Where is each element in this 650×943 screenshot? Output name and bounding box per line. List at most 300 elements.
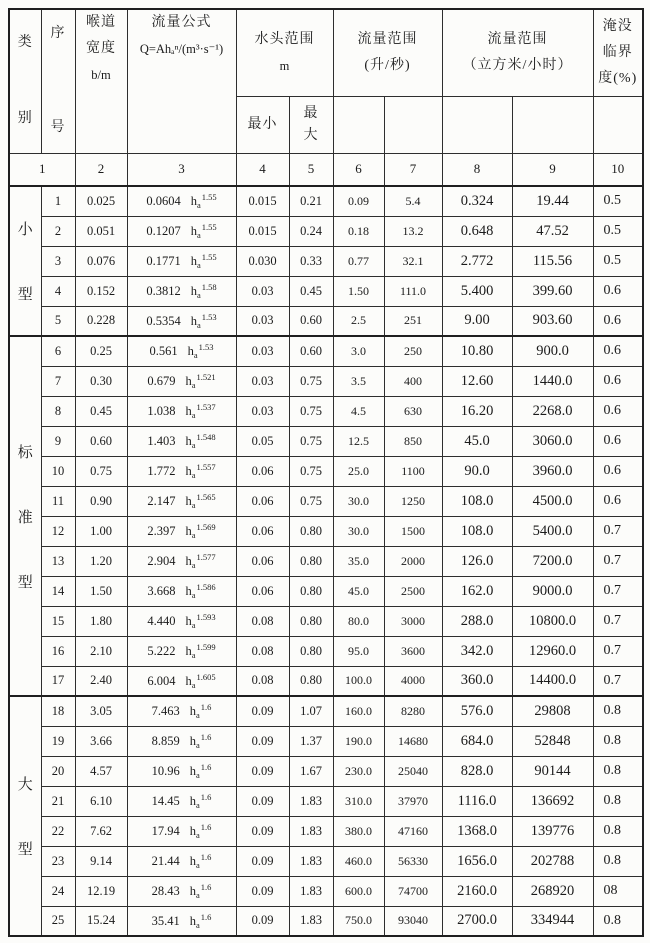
table-row [9,456,643,486]
header-formula-title: 流量公式 [151,15,212,30]
cell-formula: 21.44 $h_a^{1.6}$ [127,846,236,876]
table-row [9,666,643,696]
cell-head-min: 0.06 [236,546,289,576]
cell-serial: 16 [41,636,75,666]
cell-flow-m3h-max: 115.56 [512,246,593,276]
cell-flow-ls-min: 460.0 [333,846,384,876]
cell-flow-ls-min: 310.0 [333,786,384,816]
table-row [9,246,643,276]
cell-serial: 12 [41,516,75,546]
cell-submergence: 0.7 [593,606,643,636]
cell-submergence: 0.6 [593,336,643,366]
cell-head-min: 0.06 [236,486,289,516]
cell-flow-ls-max: 56330 [384,846,442,876]
cell-flow-ls-min: 2.5 [333,306,384,336]
cell-serial: 7 [41,366,75,396]
header-head-range [236,9,333,96]
cell-head-min: 0.09 [236,846,289,876]
cell-serial: 1 [41,186,75,216]
cell-flow-m3h-min: 126.0 [442,546,512,576]
cell-head-min: 0.03 [236,396,289,426]
cell-flow-m3h-min: 684.0 [442,726,512,756]
cell-flow-ls-min: 3.0 [333,336,384,366]
cell-head-min: 0.05 [236,426,289,456]
cell-head-max: 0.80 [289,636,333,666]
cell-flow-ls-max: 111.0 [384,276,442,306]
table-row [9,606,643,636]
cell-flow-m3h-min: 0.648 [442,216,512,246]
category-char: 型 [17,574,33,591]
cell-head-min: 0.09 [236,876,289,906]
cell-flow-ls-min: 0.09 [333,186,384,216]
cell-submergence: 0.8 [593,846,643,876]
cell-submergence: 0.6 [593,456,643,486]
cell-flow-m3h-min: 5.400 [442,276,512,306]
cell-flow-ls-min: 600.0 [333,876,384,906]
cell-flow-m3h-max: 14400.0 [512,666,593,696]
cell-head-max: 0.80 [289,516,333,546]
cell-formula: 0.3812 $h_a^{1.58}$ [127,276,236,306]
cell-flow-m3h-max: 903.60 [512,306,593,336]
cell-serial: 24 [41,876,75,906]
cell-formula: 1.772 $h_a^{1.557}$ [127,456,236,486]
cell-throat-width: 0.025 [75,186,127,216]
cell-serial: 11 [41,486,75,516]
cell-flow-ls-min: 25.0 [333,456,384,486]
cell-head-max: 0.75 [289,486,333,516]
cell-head-max: 0.21 [289,186,333,216]
category-char: 标 [17,444,33,461]
cell-flow-ls-min: 0.18 [333,216,384,246]
cell-flow-m3h-min: 342.0 [442,636,512,666]
header-flow-ls-unit: (升/秒) [364,57,411,73]
cell-flow-m3h-max: 5400.0 [512,516,593,546]
cell-flow-m3h-max: 52848 [512,726,593,756]
header-formula-expression: Q=Ahₐⁿ/(m³·s⁻¹) [139,42,224,56]
table-row [9,576,643,606]
cell-serial: 20 [41,756,75,786]
cell-head-max: 0.60 [289,336,333,366]
cell-formula: 1.038 $h_a^{1.537}$ [127,396,236,426]
cell-serial: 5 [41,306,75,336]
cell-category [9,336,41,696]
cell-flow-ls-max: 93040 [384,906,442,936]
cell-head-max: 0.24 [289,216,333,246]
cell-throat-width: 0.75 [75,456,127,486]
header-flow-range-m3h [442,9,593,96]
cell-head-max: 1.37 [289,726,333,756]
cell-serial: 8 [41,396,75,426]
cell-submergence: 0.8 [593,816,643,846]
cell-serial: 18 [41,696,75,726]
cell-submergence: 0.7 [593,516,643,546]
cell-flow-ls-min: 12.5 [333,426,384,456]
column-number: 10 [593,153,643,186]
cell-head-max: 1.67 [289,756,333,786]
cell-head-min: 0.09 [236,756,289,786]
cell-head-max: 0.80 [289,666,333,696]
cell-serial: 15 [41,606,75,636]
cell-head-max: 0.75 [289,426,333,456]
cell-flow-ls-min: 0.77 [333,246,384,276]
header-flow-formula [127,9,236,153]
cell-submergence: 0.8 [593,726,643,756]
column-number: 2 [75,153,127,186]
parshall-flume-table [8,8,644,937]
cell-flow-m3h-min: 16.20 [442,396,512,426]
cell-formula: 0.1207 $h_a^{1.55}$ [127,216,236,246]
cell-flow-m3h-max: 202788 [512,846,593,876]
table-row [9,816,643,846]
cell-throat-width: 0.152 [75,276,127,306]
cell-head-min: 0.09 [236,816,289,846]
cell-head-max: 0.75 [289,456,333,486]
header-serial-char: 号 [50,120,66,136]
cell-flow-ls-max: 13.2 [384,216,442,246]
table-row [9,636,643,666]
cell-flow-m3h-min: 2160.0 [442,876,512,906]
cell-throat-width: 0.60 [75,426,127,456]
cell-submergence: 0.6 [593,306,643,336]
column-number: 6 [333,153,384,186]
cell-throat-width: 3.66 [75,726,127,756]
cell-formula: 1.403 $h_a^{1.548}$ [127,426,236,456]
table-row [9,756,643,786]
cell-formula: 7.463 $h_a^{1.6}$ [127,696,236,726]
cell-throat-width: 1.20 [75,546,127,576]
cell-throat-width: 7.62 [75,816,127,846]
cell-flow-ls-max: 251 [384,306,442,336]
header-throat-line: 喉道 [86,15,116,30]
cell-flow-m3h-min: 9.00 [442,306,512,336]
cell-submergence: 0.5 [593,246,643,276]
cell-flow-ls-max: 25040 [384,756,442,786]
cell-head-min: 0.03 [236,366,289,396]
table-row [9,276,643,306]
cell-serial: 4 [41,276,75,306]
cell-serial: 22 [41,816,75,846]
table-row [9,426,643,456]
cell-flow-m3h-min: 108.0 [442,516,512,546]
cell-submergence: 0.6 [593,396,643,426]
cell-flow-m3h-max: 268920 [512,876,593,906]
cell-head-min: 0.08 [236,636,289,666]
cell-head-min: 0.09 [236,726,289,756]
header-throat-unit: b/m [91,68,111,82]
cell-formula: 10.96 $h_a^{1.6}$ [127,756,236,786]
cell-submergence: 0.8 [593,696,643,726]
cell-flow-m3h-min: 108.0 [442,486,512,516]
column-number: 8 [442,153,512,186]
cell-flow-ls-min: 3.5 [333,366,384,396]
header-submergence-line: 度(%) [598,70,638,86]
cell-flow-ls-max: 32.1 [384,246,442,276]
column-number: 4 [236,153,289,186]
cell-serial: 9 [41,426,75,456]
category-char: 大 [17,777,33,793]
cell-throat-width: 15.24 [75,906,127,936]
cell-flow-ls-max: 1500 [384,516,442,546]
cell-head-max: 1.07 [289,696,333,726]
cell-flow-ls-min: 190.0 [333,726,384,756]
table-row [9,516,643,546]
cell-flow-ls-max: 4000 [384,666,442,696]
cell-category [9,696,41,936]
cell-head-max: 0.33 [289,246,333,276]
cell-submergence: 0.7 [593,546,643,576]
cell-head-min: 0.030 [236,246,289,276]
cell-flow-m3h-min: 828.0 [442,756,512,786]
header-head-range-title: 水头范围 [254,31,315,47]
cell-flow-ls-max: 74700 [384,876,442,906]
cell-submergence: 0.5 [593,216,643,246]
cell-head-max: 1.83 [289,816,333,846]
column-number: 7 [384,153,442,186]
cell-head-min: 0.03 [236,276,289,306]
header-flow-range-ls [333,9,442,96]
cell-flow-ls-max: 3000 [384,606,442,636]
cell-flow-m3h-min: 288.0 [442,606,512,636]
cell-flow-ls-max: 37970 [384,786,442,816]
cell-flow-m3h-max: 19.44 [512,186,593,216]
cell-submergence: 0.8 [593,756,643,786]
column-number: 3 [127,153,236,186]
cell-submergence: 0.5 [593,186,643,216]
cell-flow-ls-max: 3600 [384,636,442,666]
cell-flow-ls-min: 4.5 [333,396,384,426]
table-row [9,786,643,816]
cell-submergence: 08 [593,876,643,906]
cell-serial: 25 [41,906,75,936]
cell-flow-ls-max: 5.4 [384,186,442,216]
header-empty-cell [512,96,593,153]
header-flow-m3h-unit: （立方米/小时） [462,57,573,73]
cell-throat-width: 0.076 [75,246,127,276]
cell-flow-m3h-min: 576.0 [442,696,512,726]
header-head-max [289,96,333,153]
cell-head-min: 0.08 [236,606,289,636]
cell-flow-m3h-max: 3060.0 [512,426,593,456]
column-number: 9 [512,153,593,186]
header-head-max-char: 最 [303,105,319,121]
cell-throat-width: 12.19 [75,876,127,906]
cell-flow-m3h-max: 1440.0 [512,366,593,396]
category-char: 准 [17,509,33,526]
table-row [9,186,643,216]
cell-serial: 19 [41,726,75,756]
cell-flow-m3h-max: 2268.0 [512,396,593,426]
cell-flow-ls-min: 30.0 [333,486,384,516]
cell-throat-width: 0.25 [75,336,127,366]
cell-throat-width: 1.00 [75,516,127,546]
header-submergence-line: 临界 [602,44,633,60]
cell-throat-width: 3.05 [75,696,127,726]
cell-formula: 2.147 $h_a^{1.565}$ [127,486,236,516]
cell-formula: 3.668 $h_a^{1.586}$ [127,576,236,606]
cell-flow-ls-max: 2000 [384,546,442,576]
cell-flow-m3h-max: 7200.0 [512,546,593,576]
cell-flow-m3h-max: 47.52 [512,216,593,246]
cell-head-max: 0.80 [289,576,333,606]
table-row [9,696,643,726]
header-serial-char: 序 [50,26,66,42]
cell-serial: 6 [41,336,75,366]
table-row [9,396,643,426]
cell-head-min: 0.09 [236,786,289,816]
cell-submergence: 0.7 [593,576,643,606]
cell-flow-ls-min: 95.0 [333,636,384,666]
cell-submergence: 0.7 [593,636,643,666]
cell-submergence: 0.8 [593,906,643,936]
header-category-char: 类 [17,35,33,51]
cell-flow-m3h-max: 136692 [512,786,593,816]
category-char: 型 [17,842,33,858]
cell-formula: 2.397 $h_a^{1.569}$ [127,516,236,546]
cell-head-max: 0.45 [289,276,333,306]
category-char: 小 [17,222,33,238]
cell-head-max: 0.60 [289,306,333,336]
table-row [9,726,643,756]
column-number-row [9,153,643,186]
cell-flow-m3h-min: 90.0 [442,456,512,486]
cell-formula: 8.859 $h_a^{1.6}$ [127,726,236,756]
cell-flow-m3h-max: 900.0 [512,336,593,366]
cell-formula: 2.904 $h_a^{1.577}$ [127,546,236,576]
cell-formula: 14.45 $h_a^{1.6}$ [127,786,236,816]
cell-flow-m3h-max: 29808 [512,696,593,726]
cell-flow-m3h-min: 360.0 [442,666,512,696]
header-empty-cell [333,96,384,153]
cell-serial: 3 [41,246,75,276]
cell-head-max: 1.83 [289,846,333,876]
header-empty-cell [593,96,643,153]
header-empty-cell [442,96,512,153]
cell-submergence: 0.8 [593,786,643,816]
header-head-range-unit: m [279,58,290,73]
cell-throat-width: 2.10 [75,636,127,666]
cell-head-min: 0.06 [236,516,289,546]
cell-serial: 21 [41,786,75,816]
column-number: 1 [9,153,75,186]
cell-flow-m3h-max: 3960.0 [512,456,593,486]
category-char: 型 [17,287,33,303]
cell-head-min: 0.015 [236,216,289,246]
table-row [9,846,643,876]
header-flow-m3h-title: 流量范围 [487,31,548,47]
cell-throat-width: 4.57 [75,756,127,786]
cell-throat-width: 0.45 [75,396,127,426]
cell-flow-ls-min: 30.0 [333,516,384,546]
cell-head-min: 0.03 [236,336,289,366]
cell-head-max: 1.83 [289,876,333,906]
header-submergence [593,9,643,96]
cell-flow-ls-max: 14680 [384,726,442,756]
cell-submergence: 0.6 [593,276,643,306]
cell-flow-ls-min: 380.0 [333,816,384,846]
cell-throat-width: 0.051 [75,216,127,246]
cell-throat-width: 0.30 [75,366,127,396]
cell-formula: 0.1771 $h_a^{1.55}$ [127,246,236,276]
table-row [9,486,643,516]
cell-flow-m3h-max: 4500.0 [512,486,593,516]
cell-flow-m3h-min: 2.772 [442,246,512,276]
cell-head-min: 0.06 [236,576,289,606]
header-empty-cell [384,96,442,153]
cell-flow-ls-min: 1.50 [333,276,384,306]
cell-flow-m3h-max: 334944 [512,906,593,936]
cell-flow-ls-max: 1100 [384,456,442,486]
cell-flow-m3h-max: 90144 [512,756,593,786]
cell-serial: 23 [41,846,75,876]
table-row [9,216,643,246]
header-throat-width [75,9,127,153]
cell-head-min: 0.015 [236,186,289,216]
cell-flow-m3h-max: 12960.0 [512,636,593,666]
cell-category [9,186,41,336]
cell-throat-width: 9.14 [75,846,127,876]
header-serial [41,9,75,153]
cell-head-min: 0.09 [236,696,289,726]
cell-submergence: 0.6 [593,426,643,456]
cell-formula: 5.222 $h_a^{1.599}$ [127,636,236,666]
cell-formula: 6.004 $h_a^{1.605}$ [127,666,236,696]
cell-flow-ls-max: 400 [384,366,442,396]
cell-flow-m3h-max: 9000.0 [512,576,593,606]
cell-head-min: 0.06 [236,456,289,486]
cell-head-max: 0.75 [289,366,333,396]
cell-submergence: 0.6 [593,486,643,516]
cell-flow-ls-max: 1250 [384,486,442,516]
table-body [9,186,643,936]
cell-formula: 35.41 $h_a^{1.6}$ [127,906,236,936]
cell-formula: 0.5354 $h_a^{1.53}$ [127,306,236,336]
cell-head-max: 0.80 [289,546,333,576]
cell-head-max: 1.83 [289,906,333,936]
cell-flow-m3h-max: 399.60 [512,276,593,306]
cell-flow-ls-min: 230.0 [333,756,384,786]
cell-throat-width: 1.80 [75,606,127,636]
cell-flow-ls-max: 850 [384,426,442,456]
header-head-min: 最小 [236,96,289,153]
cell-formula: 0.679 $h_a^{1.521}$ [127,366,236,396]
cell-serial: 13 [41,546,75,576]
column-number: 5 [289,153,333,186]
cell-head-min: 0.03 [236,306,289,336]
cell-throat-width: 2.40 [75,666,127,696]
table-row [9,336,643,366]
cell-formula: 0.561 $h_a^{1.53}$ [127,336,236,366]
header-submergence-line: 淹没 [602,18,633,34]
table-row [9,546,643,576]
cell-flow-ls-min: 45.0 [333,576,384,606]
cell-head-max: 0.75 [289,396,333,426]
cell-throat-width: 1.50 [75,576,127,606]
cell-flow-ls-min: 80.0 [333,606,384,636]
cell-throat-width: 6.10 [75,786,127,816]
cell-flow-ls-max: 250 [384,336,442,366]
table-row [9,876,643,906]
cell-flow-m3h-min: 45.0 [442,426,512,456]
cell-flow-m3h-min: 12.60 [442,366,512,396]
cell-flow-ls-min: 35.0 [333,546,384,576]
cell-flow-ls-min: 750.0 [333,906,384,936]
table-row [9,366,643,396]
cell-flow-ls-max: 8280 [384,696,442,726]
cell-head-min: 0.09 [236,906,289,936]
cell-serial: 17 [41,666,75,696]
header-flow-ls-title: 流量范围 [357,31,418,47]
cell-submergence: 0.6 [593,366,643,396]
